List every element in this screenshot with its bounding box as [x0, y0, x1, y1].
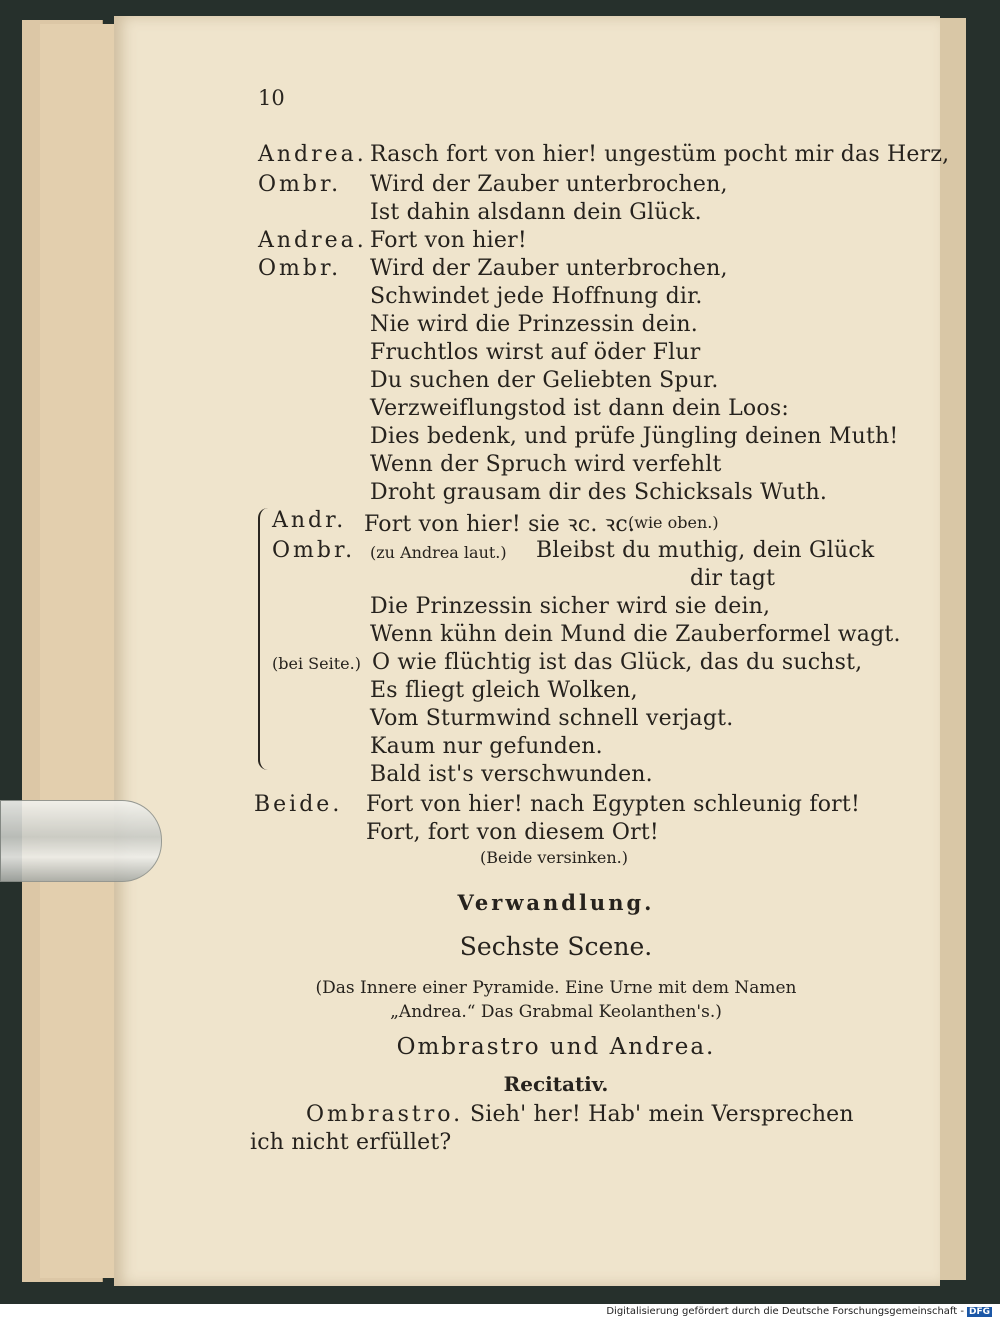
verse-line: Vom Sturmwind schnell verjagt.	[370, 706, 734, 731]
verse-line: Nie wird die Prinzessin dein.	[370, 312, 698, 337]
verse-line: Es fliegt gleich Wolken,	[370, 678, 638, 703]
verse-line: Rasch fort von hier! ungestüm pocht mir das Herz,	[370, 142, 950, 167]
speaker: Andrea.	[258, 142, 367, 167]
verse-line: Wird der Zauber unterbrochen,	[370, 172, 728, 197]
verse-line: Droht grausam dir des Schicksals Wuth.	[370, 480, 828, 505]
verse-line: O wie flüchtig ist das Glück, das du suchst,	[372, 650, 863, 675]
verse-line: Bleibst du muthig, dein Glück	[536, 538, 875, 563]
speaker: Beide.	[254, 792, 343, 817]
verse-line: Kaum nur gefunden.	[370, 734, 603, 759]
verse-line: Schwindet jede Hoffnung dir.	[370, 284, 703, 309]
verse-line: Fort von hier!	[370, 228, 527, 253]
verse-line: Fort, fort von diesem Ort!	[366, 820, 659, 845]
verse-line: dir tagt	[690, 566, 776, 591]
verse-line: Dies bedenk, und prüfe Jüngling deinen Muth!	[370, 424, 899, 449]
stage-direction-line: (Das Innere einer Pyramide. Eine Urne mit dem Namen	[315, 978, 797, 998]
verse-line: Sieh' her! Hab' mein Versprechen	[470, 1102, 854, 1127]
verse-line: Bald ist's verschwunden.	[370, 762, 653, 787]
dfg-logo: DFG	[968, 1307, 990, 1317]
verse-line: Wird der Zauber unterbrochen,	[370, 256, 728, 281]
verse-line: Verzweiflungstod ist dann dein Loos:	[370, 396, 789, 421]
verse-line: Fort von hier! nach Egypten schleunig fort!	[366, 792, 860, 817]
speaker: Ombr.	[272, 538, 356, 563]
verse-line: Wenn der Spruch wird verfehlt	[370, 452, 722, 477]
bracket	[258, 508, 270, 770]
stage-direction: (Beide versinken.)	[480, 848, 628, 867]
stage-direction: (bei Seite.)	[272, 654, 361, 673]
speaker: Andr.	[272, 508, 347, 533]
verse-line: Wenn kühn dein Mund die Zauberformel wagt.	[370, 622, 901, 647]
verse-line: Fruchtlos wirst auf öder Flur	[370, 340, 701, 365]
verse-line: ich nicht erfüllet?	[250, 1130, 452, 1155]
verse-line: Fort von hier! sie ꝛc. ꝛc.	[364, 512, 636, 537]
character-list: Ombrastro und Andrea.	[396, 1034, 716, 1060]
speaker: Andrea.	[258, 228, 367, 253]
page-number: 10	[258, 86, 285, 110]
page-clip	[0, 800, 162, 882]
scene-heading: Sechste Scene.	[459, 932, 653, 961]
stage-direction-line: „Andrea.“ Das Grabmal Keolanthen's.)	[390, 1002, 722, 1022]
heading-verwandlung: Verwandlung.	[457, 890, 655, 915]
verse-line: Ist dahin alsdann dein Glück.	[370, 200, 702, 225]
speaker: Ombr.	[258, 256, 342, 281]
verse-line: Du suchen der Geliebten Spur.	[370, 368, 719, 393]
verse-line: Die Prinzessin sicher wird sie dein,	[370, 594, 771, 619]
book-edge-inner	[40, 24, 115, 1278]
footer-credit: Digitalisierung gefördert durch die Deutsche Forschungsgemeinschaft -	[606, 1306, 964, 1317]
recitativ-heading: Recitativ.	[503, 1072, 609, 1096]
book-edge-right	[940, 18, 966, 1280]
speaker: Ombr.	[258, 172, 342, 197]
stage-direction: (zu Andrea laut.)	[370, 543, 507, 562]
speaker: Ombrastro.	[306, 1102, 464, 1127]
footer-bar	[0, 1304, 1000, 1322]
stage-direction: (wie oben.)	[628, 513, 719, 532]
